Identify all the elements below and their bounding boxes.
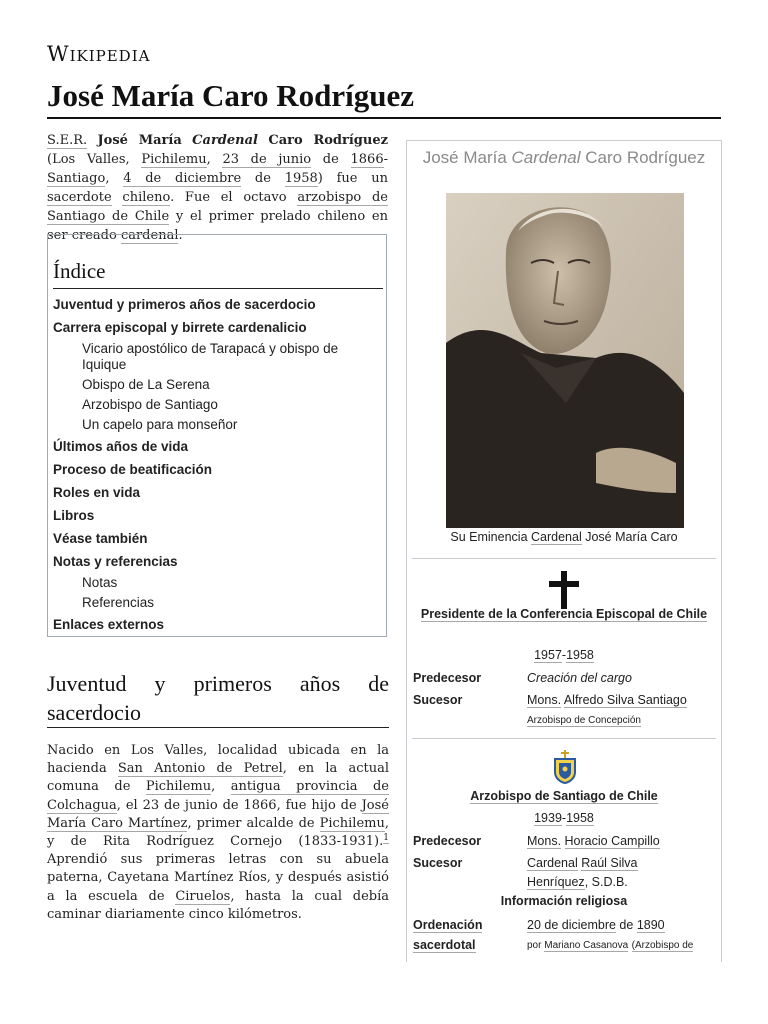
link-jose-maria-caro-martinez[interactable]: José María Caro Martínez xyxy=(47,797,389,831)
body-text: , y de Rita Rodríguez Cornejo (1833-1931). xyxy=(47,815,390,850)
toc-item[interactable]: Carrera episcopal y birrete cardenalicio xyxy=(53,320,307,335)
link-sacerdote[interactable]: sacerdote xyxy=(47,190,112,205)
predecesor-value: Creación del cargo xyxy=(527,671,632,685)
toc-item[interactable]: Notas y referencias xyxy=(53,554,178,569)
body-text: Nacido en Los Valles, localidad ubicada en la hacienda xyxy=(47,743,389,777)
body-text: Aprendió sus primeras letras con su abuela paterna, Cayetana Martínez Ríos, y después asistió a la escuela de xyxy=(47,852,389,904)
predecesor-label: Predecesor xyxy=(413,671,482,685)
subject-name-italic: Cardenal xyxy=(192,133,258,148)
infobox-title: José María Cardenal Caro Rodríguez xyxy=(422,148,706,167)
link-raul-silva-henriquez[interactable]: Henríquez xyxy=(527,875,585,889)
body-text: , xyxy=(211,779,231,795)
link-arzobispo-santiago-chile[interactable]: Arzobispo de Santiago de Chile xyxy=(470,789,658,803)
body-text: , hasta la cual debía caminar diariamente cinco kilómetros. xyxy=(47,888,389,922)
coat-of-arms-icon xyxy=(553,750,577,784)
link-conferencia-episcopal[interactable]: Presidente de la Conferencia Episcopal de Chile xyxy=(420,607,708,621)
link-1957[interactable]: 1957 xyxy=(534,648,562,662)
intro-paragraph: S.E.R. José María Cardenal Caro Rodríguez (Los Valles, Pichilemu, 23 de junio de 1866-Santiago, 4 de diciembre de 1958) fue un sacerdote chileno. Fue el octavo arzobispo de Santiago de Chile y el primer prelado chileno en ser creado cardenal. xyxy=(47,133,389,243)
link-1958[interactable]: 1958 xyxy=(566,648,594,662)
toc-item[interactable]: Juventud y primeros años de sacerdocio xyxy=(53,297,316,312)
intro-text: - xyxy=(383,152,389,167)
infobox-divider xyxy=(412,738,716,739)
link-mons[interactable]: Mons. xyxy=(527,693,562,707)
link-raul-silva-henriquez[interactable]: Raúl Silva xyxy=(581,856,638,870)
ordination-value: 20 de diciembre de 1890 por Mariano Casanova (Arzobispo de xyxy=(527,918,694,951)
body-text: , el 23 de junio de 1866, fue hijo de xyxy=(116,797,362,813)
predecesor-label: Predecesor xyxy=(413,834,482,848)
link-1958[interactable]: 1958 xyxy=(566,811,594,825)
toc-heading: Índice xyxy=(53,259,106,283)
intro-text: . Fue el octavo xyxy=(170,190,298,205)
sucesor-value xyxy=(527,691,719,730)
body-text: , en la actual comuna de xyxy=(47,761,389,795)
title-divider xyxy=(47,117,721,119)
religious-info-header: Información religiosa xyxy=(500,894,628,908)
link-4-diciembre[interactable]: 4 de diciembre xyxy=(123,171,242,186)
link-1958[interactable]: 1958 xyxy=(284,171,318,186)
intro-text: ) fue un xyxy=(317,171,389,186)
link-pichilemu[interactable]: Pichilemu xyxy=(141,152,207,167)
link-ciruelos[interactable]: Ciruelos xyxy=(175,888,231,904)
link-san-antonio-de-petrel[interactable]: San Antonio de Petrel xyxy=(117,761,283,777)
toc-item[interactable]: Últimos años de vida xyxy=(53,439,189,454)
toc-item[interactable]: Notas xyxy=(82,575,118,590)
link-ordenacion[interactable]: Ordenación xyxy=(413,918,483,932)
link-sacerdotal[interactable]: sacerdotal xyxy=(413,938,476,952)
link-mons[interactable]: Mons. xyxy=(527,834,562,848)
intro-text: de xyxy=(311,152,351,167)
table-of-contents xyxy=(47,234,387,637)
toc-divider xyxy=(53,288,383,289)
footnote-ref[interactable]: 1 xyxy=(383,832,389,843)
portrait-caption: Su Eminencia Cardenal José María Caro xyxy=(450,530,678,544)
link-santiago[interactable]: Santiago xyxy=(47,171,106,186)
intro-text: de xyxy=(241,171,285,186)
toc-item[interactable]: Roles en vida xyxy=(53,485,141,500)
link-provincia-colchagua[interactable]: antigua provincia de Colchagua xyxy=(47,779,390,813)
toc-item[interactable]: Un capelo para monseñor xyxy=(82,417,238,432)
sucesor-label: Sucesor xyxy=(413,856,463,870)
subject-name-1: José María xyxy=(97,133,182,148)
infobox xyxy=(406,140,722,962)
predecesor-value xyxy=(527,832,719,851)
link-pichilemu[interactable]: Pichilemu xyxy=(319,815,385,831)
link-pichilemu[interactable]: Pichilemu xyxy=(145,779,212,795)
section-heading-juventud: Juventud y primeros años de sacerdocio xyxy=(47,671,389,725)
link-mariano-casanova[interactable]: Mariano Casanova xyxy=(544,940,629,951)
toc-item[interactable]: Proceso de beatificación xyxy=(53,462,213,477)
infobox-divider xyxy=(412,558,716,559)
body-text: , primer alcalde de xyxy=(187,815,320,831)
toc-item[interactable]: Obispo de La Serena xyxy=(82,377,210,392)
link-cardenal[interactable]: Cardenal xyxy=(527,856,578,870)
latin-cross-icon xyxy=(547,571,581,609)
intro-text: y el primer prelado chileno en ser creado xyxy=(47,209,388,243)
link-alfredo-silva-santiago[interactable]: Alfredo Silva Santiago xyxy=(563,693,687,707)
link-20-diciembre[interactable]: 20 de diciembre xyxy=(527,918,616,932)
link-horacio-campillo[interactable]: Horacio Campillo xyxy=(564,834,660,848)
link-1866[interactable]: 1866 xyxy=(350,152,384,167)
ordination-label xyxy=(413,915,482,955)
intro-text: . xyxy=(178,228,183,243)
link-arzobispo-de[interactable]: (Arzobispo de xyxy=(631,940,694,951)
link-23-junio[interactable]: 23 de junio xyxy=(222,152,312,167)
link-arzobispo-santiago[interactable]: arzobispo de Santiago de Chile xyxy=(47,190,388,224)
role-title-conferencia xyxy=(417,605,711,624)
toc-item[interactable]: Referencias xyxy=(82,595,155,610)
toc-item[interactable]: Libros xyxy=(53,508,95,523)
link-chileno[interactable]: chileno xyxy=(122,190,171,205)
role-dates-1: 1957-1958 xyxy=(534,648,594,662)
section-divider xyxy=(47,727,389,728)
sucesor-label: Sucesor xyxy=(413,693,463,707)
wikipedia-wordmark[interactable]: Wikipedia xyxy=(47,42,151,66)
toc-item[interactable]: Véase también xyxy=(53,531,148,546)
toc-item[interactable]: Vicario apostólico de Tarapacá y obispo de Iquique xyxy=(82,341,339,372)
toc-item[interactable]: Enlaces externos xyxy=(53,617,165,632)
portrait-photo[interactable] xyxy=(446,193,684,528)
link-arzobispo-concepcion[interactable]: Arzobispo de Concepción xyxy=(527,715,641,726)
toc-list xyxy=(53,296,383,634)
intro-text: (Los Valles, xyxy=(47,152,142,167)
section-paragraph xyxy=(47,742,389,924)
toc-item[interactable]: Arzobispo de Santiago xyxy=(82,397,218,412)
role-dates-2: 1939-1958 xyxy=(534,811,594,825)
link-1939[interactable]: 1939 xyxy=(534,811,562,825)
subject-name-2: Caro Rodríguez xyxy=(268,133,389,148)
caption-cardenal-link[interactable]: Cardenal xyxy=(531,530,582,544)
role-title-arzobispo xyxy=(417,787,711,806)
ser-abbr-link[interactable]: S.E.R. xyxy=(47,133,88,148)
sucesor-value: Cardenal Raúl Silva Henríquez, S.D.B. xyxy=(527,856,638,889)
link-cardenal[interactable]: cardenal xyxy=(120,228,179,243)
link-1890[interactable]: 1890 xyxy=(636,918,665,932)
page-title: José María Caro Rodríguez xyxy=(47,78,415,113)
